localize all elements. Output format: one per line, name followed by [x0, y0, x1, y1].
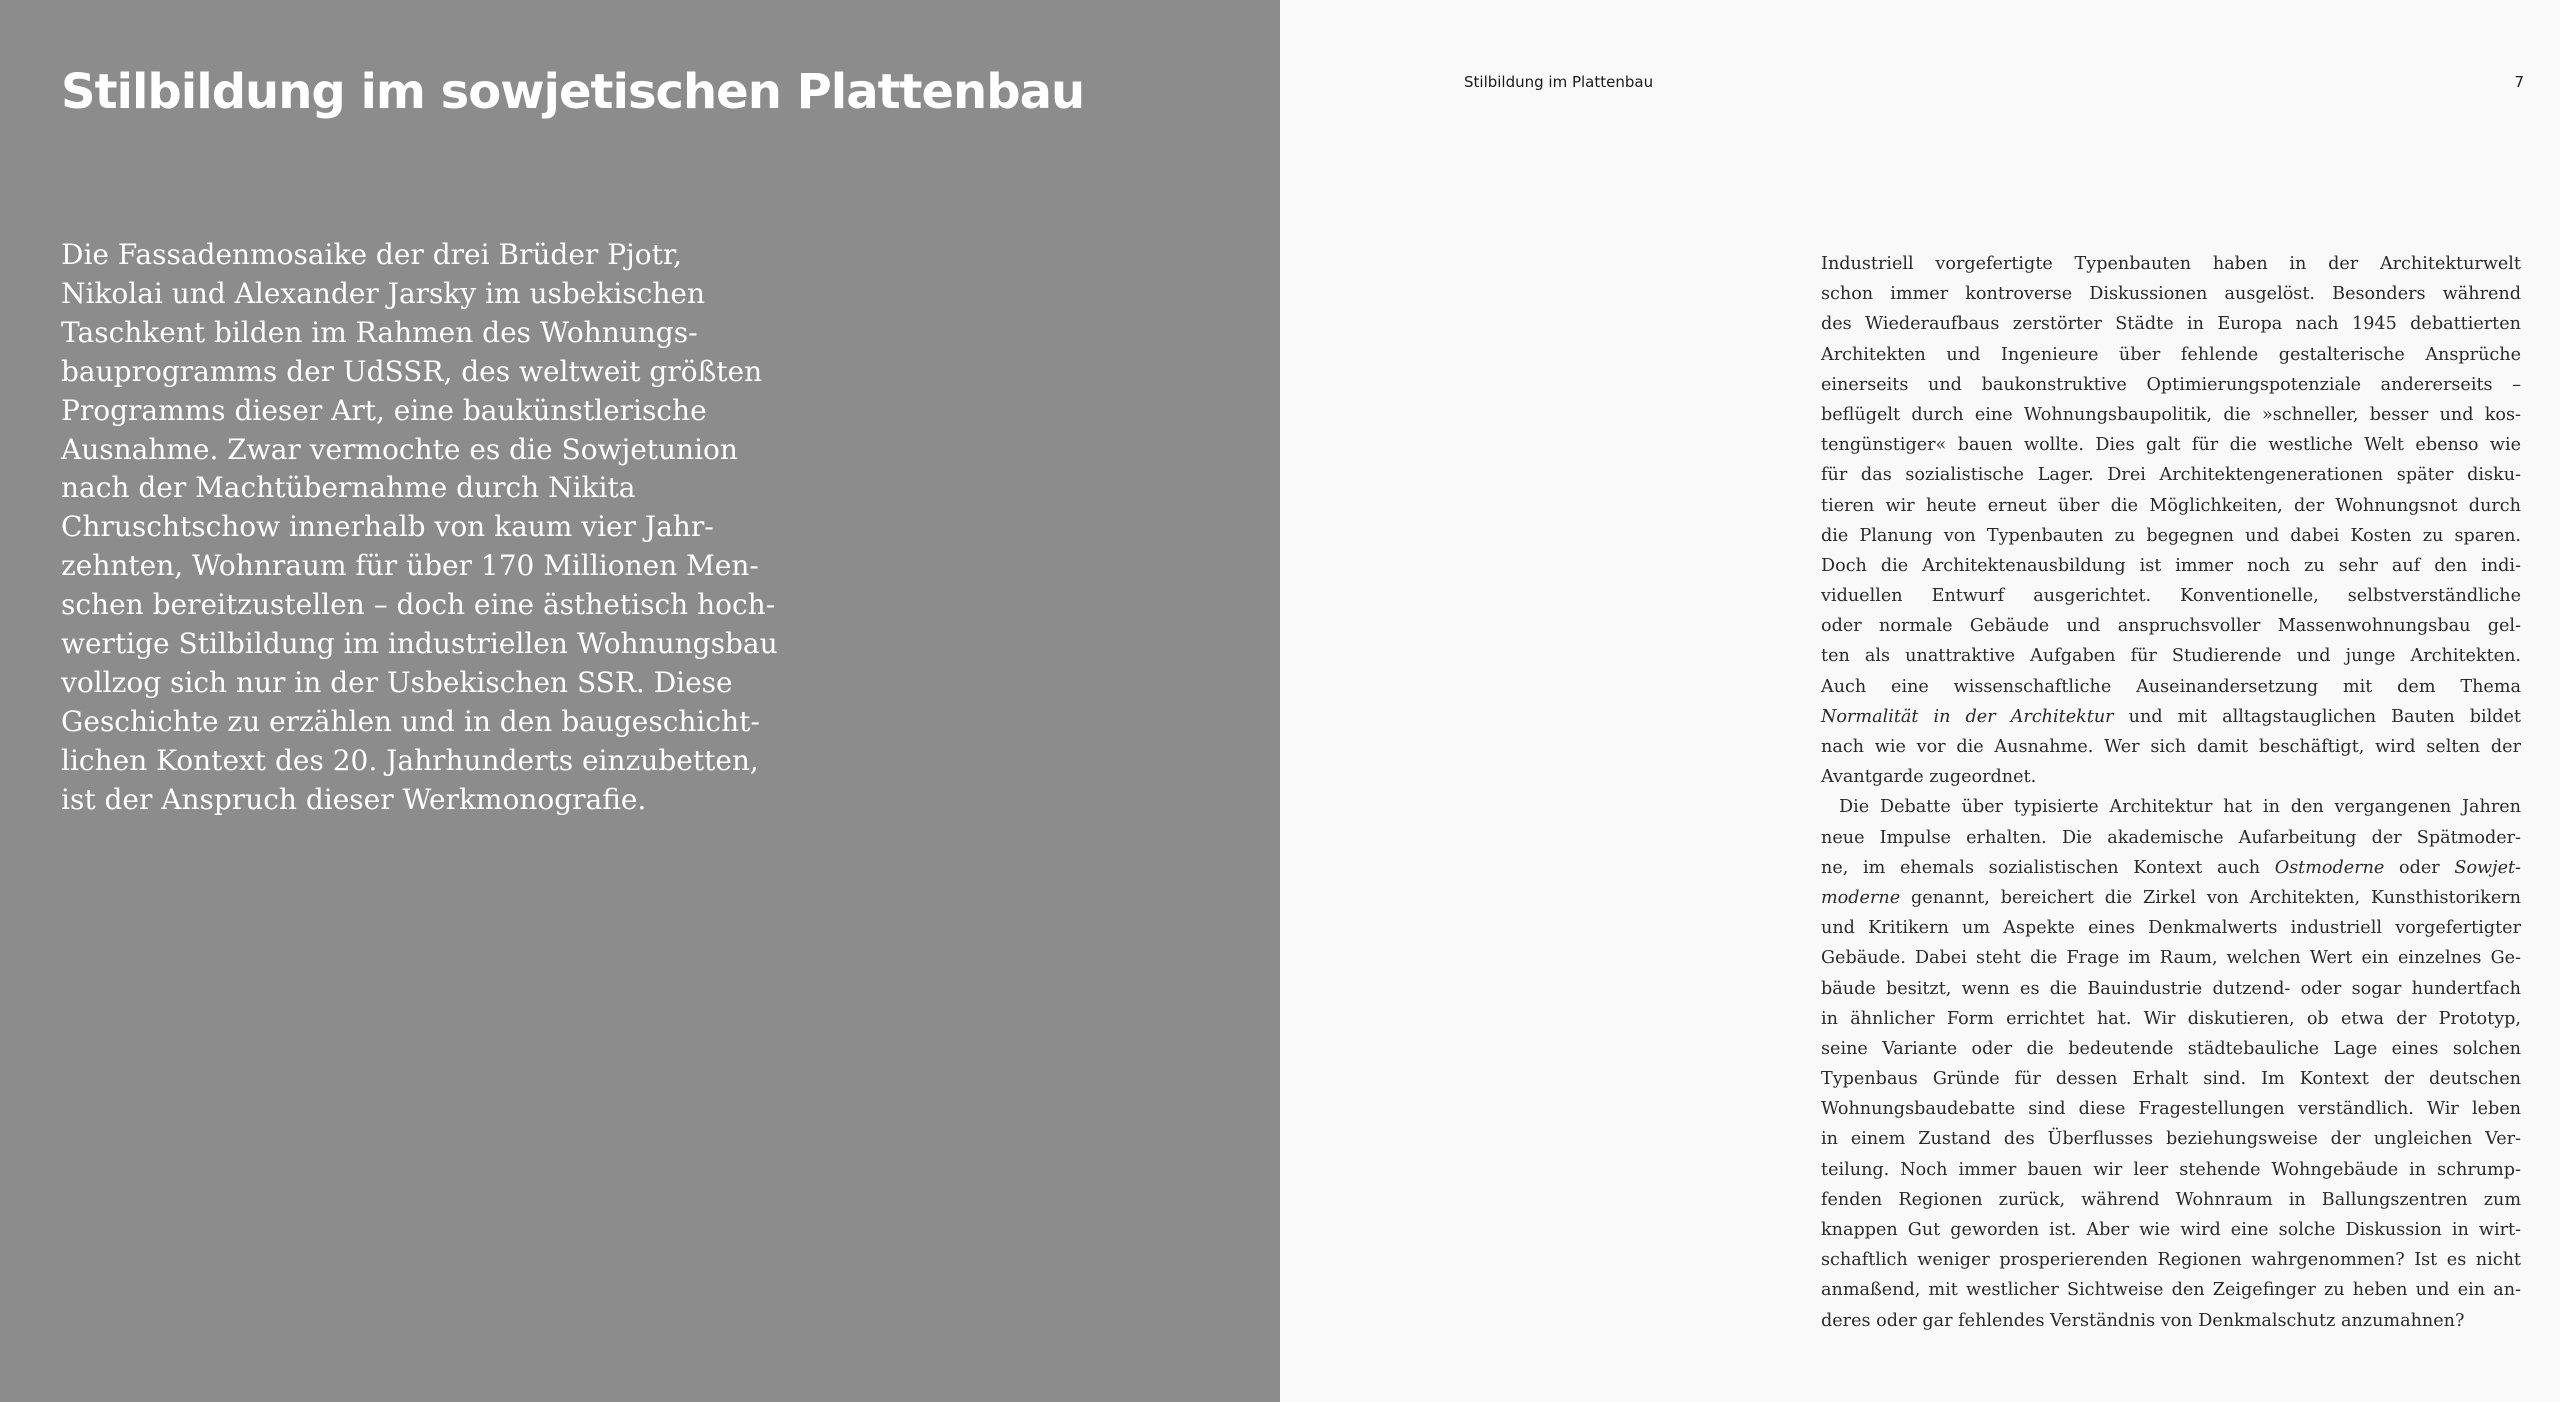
- text-line: schaftlich weniger prosperierenden Regionen wahrgenommen? Ist es nicht: [1821, 1250, 2521, 1271]
- intro-line: Nikolai und Alexander Jarsky im usbekischen: [61, 276, 705, 310]
- intro-line: Die Fassadenmosaike der drei Brüder Pjotr,: [61, 238, 683, 271]
- text-line: anmaßend, mit westlicher Sichtweise den Zeigefinger zu heben und ein an-: [1821, 1280, 2521, 1301]
- intro-line: bauprogramms der UdSSR, des weltweit größten: [61, 354, 763, 388]
- text-line: in einem Zustand des Überflusses beziehungsweise der ungleichen Ver-: [1821, 1129, 2521, 1150]
- intro-line: ist der Anspruch dieser Werkmonografie.: [61, 782, 647, 816]
- text-line: bäude besitzt, wenn es die Bauindustrie dutzend- oder sogar hundertfach: [1821, 978, 2521, 999]
- text-line: Die Debatte über typisierte Architektur hat in den vergangenen Jahren: [1839, 797, 2521, 818]
- intro-line: vollzog sich nur in der Usbekischen SSR. Diese: [61, 665, 733, 699]
- right-page: [1280, 0, 2560, 1402]
- intro-line: nach der Machtübernahme durch Nikita: [61, 471, 636, 505]
- intro-line: Ausnahme. Zwar vermochte es die Sowjetunion: [61, 432, 738, 466]
- text-line: Industriell vorgefertigte Typenbauten haben in der Architekturwelt: [1821, 254, 2521, 274]
- intro-line: Chruschtschow innerhalb von kaum vier Jahr-: [61, 510, 714, 544]
- intro-line: wertige Stilbildung im industriellen Wohnungsbau: [61, 627, 778, 661]
- body-text: [1821, 249, 2521, 1336]
- italic-term: Ostmoderne: [2274, 857, 2385, 878]
- text-line: Gebäude. Dabei steht die Frage im Raum, welchen Wert ein einzelnes Ge-: [1821, 948, 2521, 969]
- text-line: schon immer kontroverse Diskussionen ausgelöst. Besonders während: [1821, 284, 2521, 305]
- text-segment: und mit alltagstauglichen Bauten bildet: [2113, 706, 2521, 727]
- text-segment: genannt, bereichert die Zirkel von Architekten, Kunsthistorikern: [1900, 887, 2521, 908]
- text-line: tengünstiger« bauen wollte. Dies galt für die westliche Welt ebenso wie: [1821, 435, 2521, 456]
- text-line: Typenbaus Gründe für dessen Erhalt sind. Im Kontext der deutschen: [1821, 1069, 2521, 1090]
- text-line: fenden Regionen zurück, während Wohnraum in Ballungszentren zum: [1821, 1189, 2521, 1210]
- italic-term: Normalität in der Architektur: [1821, 706, 2114, 727]
- text-line: Auch eine wissenschaftliche Auseinandersetzung mit dem Thema: [1821, 676, 2521, 697]
- text-line: und Kritikern um Aspekte eines Denkmalwerts industriell vorgefertigter: [1821, 918, 2521, 939]
- text-line: des Wiederaufbaus zerstörter Städte in Europa nach 1945 debattierten: [1821, 314, 2521, 335]
- text-line: neue Impulse erhalten. Die akademische Aufarbeitung der Spätmoder-: [1821, 827, 2521, 848]
- text-line: viduellen Entwurf ausgerichtet. Konventionelle, selbstverständliche: [1821, 586, 2521, 607]
- text-line: tieren wir heute erneut über die Möglichkeiten, der Wohnungsnot durch: [1821, 495, 2521, 516]
- intro-line: schen bereitzustellen – doch eine ästhetisch hoch-: [61, 588, 776, 622]
- text-line: ten als unattraktive Aufgaben für Studierende und junge Architekten.: [1821, 646, 2521, 667]
- text-segment: ne, im ehemals sozialistischen Kontext auch: [1821, 857, 2275, 878]
- text-line: [1821, 883, 2521, 913]
- text-line: teilung. Noch immer bauen wir leer stehende Wohngebäude in schrump-: [1821, 1159, 2521, 1180]
- text-line: Avantgarde zugeordnet.: [1821, 767, 2037, 788]
- text-line: Doch die Architektenausbildung ist immer noch zu sehr auf den indi-: [1821, 555, 2521, 576]
- text-line: Architekten und Ingenieure über fehlende gestalterische Ansprüche: [1821, 344, 2521, 365]
- running-head: Stilbildung im Plattenbau: [1464, 73, 1654, 91]
- text-line: für das sozialistische Lager. Drei Architektengenerationen später disku-: [1821, 465, 2521, 486]
- text-line: nach wie vor die Ausnahme. Wer sich damit beschäftigt, wird selten der: [1821, 737, 2521, 757]
- intro-line: Programms dieser Art, eine baukünstlerische: [61, 393, 707, 427]
- text-line: einerseits und baukonstruktive Optimierungspotenziale andererseits –: [1821, 374, 2521, 395]
- italic-term: Sowjet-: [2454, 857, 2521, 878]
- text-line: seine Variante oder die bedeutende städtebauliche Lage eines solchen: [1821, 1038, 2521, 1059]
- text-line: [1821, 702, 2521, 732]
- intro-paragraph: [61, 236, 778, 820]
- page-number: 7: [2514, 73, 2524, 91]
- intro-line: zehnten, Wohnraum für über 170 Millionen Men-: [61, 549, 759, 583]
- text-line: Wohnungsbaudebatte sind diese Fragestellungen verständlich. Wir leben: [1821, 1099, 2521, 1120]
- italic-term: moderne: [1821, 887, 1901, 908]
- text-line: knappen Gut geworden ist. Aber wie wird eine solche Diskussion in wirt-: [1821, 1220, 2521, 1240]
- text-line: oder normale Gebäude und anspruchsvoller Massenwohnungsbau gel-: [1821, 616, 2521, 637]
- text-line: in ähnlicher Form errichtet hat. Wir diskutieren, ob etwa der Prototyp,: [1821, 1008, 2521, 1029]
- chapter-title: Stilbildung im sowjetischen Plattenbau: [61, 64, 1085, 120]
- text-line: die Planung von Typenbauten zu begegnen und dabei Kosten zu sparen.: [1821, 525, 2521, 546]
- intro-line: Taschkent bilden im Rahmen des Wohnungs-: [61, 315, 698, 349]
- text-line: [1821, 853, 2521, 883]
- text-line: deres oder gar fehlendes Verständnis von Denkmalschutz anzumahnen?: [1821, 1310, 2465, 1331]
- text-segment: oder: [2384, 857, 2455, 878]
- intro-line: Geschichte zu erzählen und in den baugeschicht-: [61, 704, 760, 738]
- text-line: beflügelt durch eine Wohnungsbaupolitik, die »schneller, besser und kos-: [1821, 404, 2521, 425]
- intro-line: lichen Kontext des 20. Jahrhunderts einzubetten,: [61, 743, 759, 777]
